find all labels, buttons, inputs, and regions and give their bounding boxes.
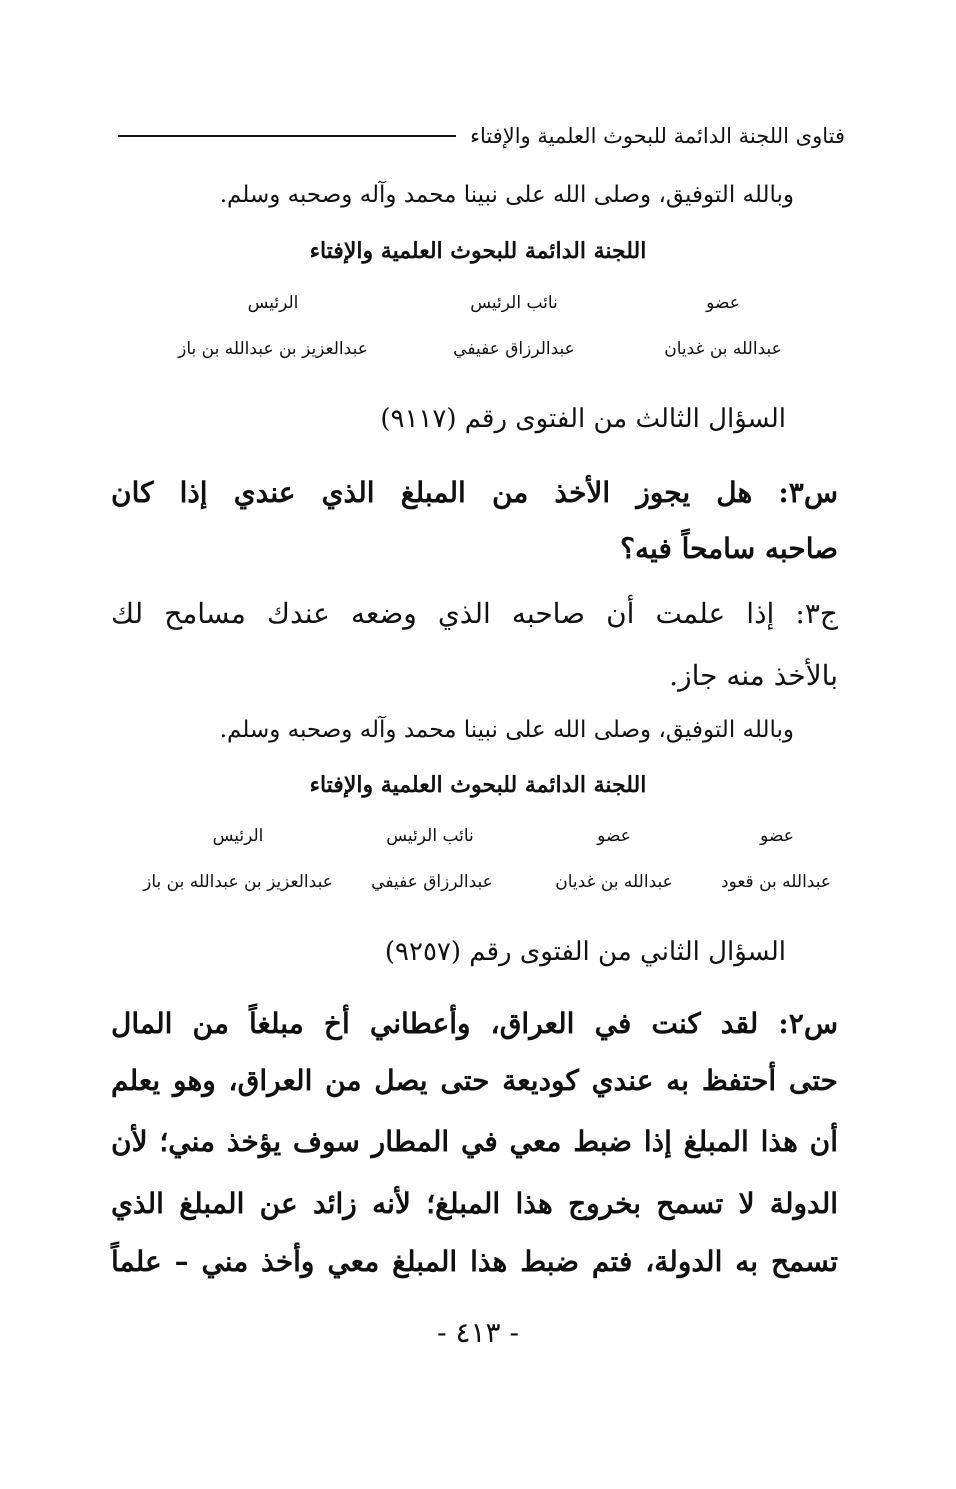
signatory-name: عبدالله بن قعود <box>720 872 832 892</box>
signatory-role: عضو <box>706 293 740 313</box>
signatory-role: عضو <box>597 826 631 846</box>
question-line: حتى أحتفظ به عندي كوديعة حتى يصل من العراق، وهو يعلم <box>111 1064 838 1097</box>
answer-line: بالأخذ منه جاز. <box>669 659 838 692</box>
fatwa-heading: السؤال الثالث من الفتوى رقم (٩١١٧) <box>380 404 786 434</box>
closing-formula: وبالله التوفيق، وصلى الله على نبينا محمد وآله وصحبه وسلم. <box>219 717 794 743</box>
signatory-name: عبدالرزاق عفيفي <box>453 339 575 359</box>
closing-formula: وبالله التوفيق، وصلى الله على نبينا محمد وآله وصحبه وسلم. <box>219 182 794 208</box>
signatory-role: نائب الرئيس <box>386 826 474 846</box>
signatory-role: الرئيس <box>247 293 299 313</box>
committee-name: اللجنة الدائمة للبحوث العلمية والإفتاء <box>309 238 647 264</box>
question-line: س٢: لقد كنت في العراق، وأعطاني أخ مبلغاً من المال <box>111 1007 838 1040</box>
answer-line: ج٣: إذا علمت أن صاحبه الذي وضعه عندك مسامح لك <box>111 597 838 630</box>
header-rule <box>118 135 456 137</box>
committee-name: اللجنة الدائمة للبحوث العلمية والإفتاء <box>309 772 647 798</box>
signatory-role: عضو <box>760 826 794 846</box>
signatory-name: عبدالرزاق عفيفي <box>371 872 493 892</box>
question-line: س٣: هل يجوز الأخذ من المبلغ الذي عندي إذا كان <box>111 476 838 509</box>
signatory-role: نائب الرئيس <box>470 293 558 313</box>
signatory-name: عبدالعزيز بن عبدالله بن باز <box>143 872 333 892</box>
running-title: فتاوى اللجنة الدائمة للبحوث العلمية والإفتاء <box>470 124 845 148</box>
question-line: تسمح به الدولة، فتم ضبط هذا المبلغ معي وأخذ مني – علماً <box>111 1245 838 1278</box>
signatory-name: عبدالله بن غديان <box>555 872 673 892</box>
signatory-name: عبدالله بن غديان <box>664 339 782 359</box>
fatwa-heading: السؤال الثاني من الفتوى رقم (٩٢٥٧) <box>384 937 786 967</box>
question-line: الدولة لا تسمح بخروج هذا المبلغ؛ لأنه زائد عن المبلغ الذي <box>111 1187 838 1220</box>
question-line: أن هذا المبلغ إذا ضبط معي في المطار سوف يؤخذ مني؛ لأن <box>111 1125 838 1158</box>
signatory-name: عبدالعزيز بن عبدالله بن باز <box>178 339 368 359</box>
page-number: - ٤١٣ - <box>437 1316 519 1349</box>
running-header <box>118 118 845 154</box>
signatory-role: الرئيس <box>212 826 264 846</box>
question-line: صاحبه سامحاً فيه؟ <box>620 532 838 565</box>
